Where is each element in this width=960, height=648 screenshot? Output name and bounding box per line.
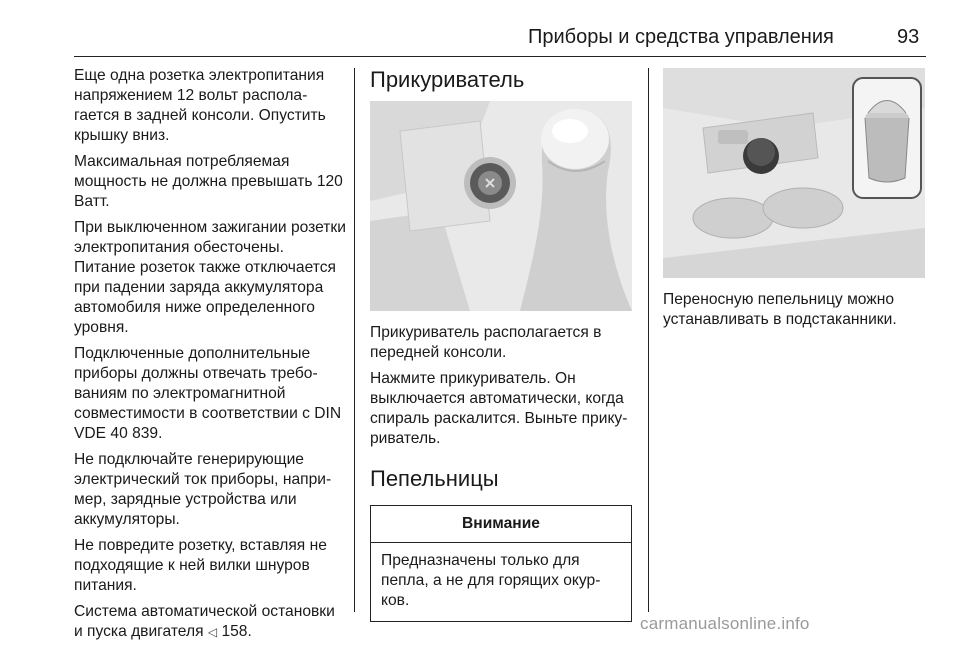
paragraph: Еще одна розетка электропитания напряжением 12 вольт располагается в задней консоли. Опустить крышку вниз. xyxy=(74,67,326,144)
page-header-title: Приборы и средства управления xyxy=(528,26,834,48)
column-1 xyxy=(74,66,346,648)
section-title-cigarette-lighter: Прикуриватель xyxy=(370,67,525,92)
paragraph: Не подключайте генерирующие электрический ток приборы, например, зарядные устройства или аккумуляторы. xyxy=(74,451,332,528)
column-3 xyxy=(663,66,927,336)
cigarette-lighter-photo xyxy=(370,101,632,311)
arrow-ref-icon: ◁ xyxy=(207,625,218,639)
column-2 xyxy=(370,66,638,622)
warning-box xyxy=(370,505,632,622)
paragraph: При выключенном зажигании розетки электропитания обесточены. Питание розеток также отключается при падении заряда аккумулятора автомобиля ниже определенного уровня. xyxy=(74,219,346,336)
warning-text: Предназначены только для пепла, а не для горящих окурков. xyxy=(381,552,601,609)
paragraph-with-reference xyxy=(74,602,346,642)
watermark: carmanualsonline.info xyxy=(640,614,810,633)
header-rule xyxy=(74,56,926,57)
paragraph: Нажмите прикуриватель. Он выключается автоматически, когда спираль раскалится. Выньте прикуриватель. xyxy=(370,370,628,447)
page-number: 93 xyxy=(897,26,920,48)
paragraph-text: Система автоматической остановки и пуска двигателя xyxy=(74,603,335,640)
column-divider-1 xyxy=(354,68,355,612)
section-title-ashtrays: Пепельницы xyxy=(370,466,499,491)
page-reference[interactable]: 158. xyxy=(221,623,252,640)
column-divider-2 xyxy=(648,68,649,612)
paragraph: Прикуриватель располагается в передней консоли. xyxy=(370,324,602,361)
paragraph: Не повредите розетку, вставляя не подходящие к ней вилки шнуров питания. xyxy=(74,537,327,594)
paragraph: Максимальная потребляемая мощность не должна превышать 120 Ватт. xyxy=(74,153,343,210)
portable-ashtray-photo xyxy=(663,68,925,278)
paragraph: Переносную пепельницу можно устанавливать в подстаканники. xyxy=(663,291,897,328)
paragraph: Подключенные дополнительные приборы должны отвечать требованиям по электромагнитной совместимости в соответствии с DIN VDE 40 839. xyxy=(74,345,342,442)
warning-heading: Внимание xyxy=(371,506,631,543)
